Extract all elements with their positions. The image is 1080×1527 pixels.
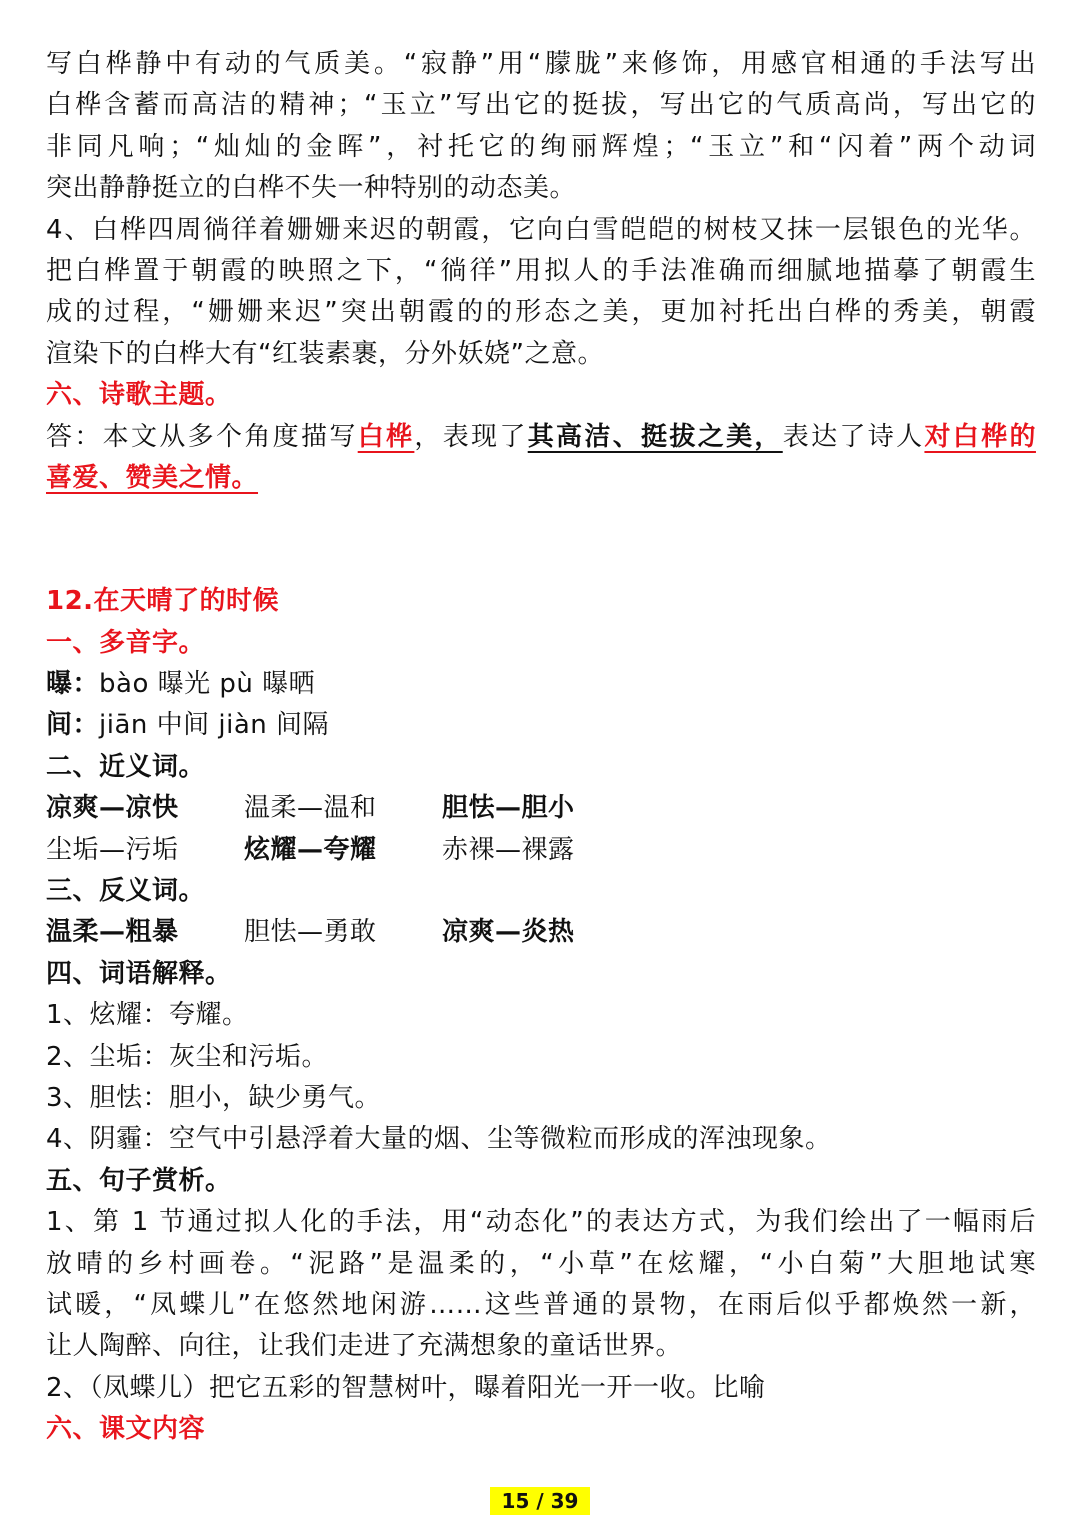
analysis-line: 试暖，“凤蝶儿”在悠然地闲游……这些普通的景物，在雨后似乎都焕然一新， — [46, 1289, 1036, 1320]
antonym-pair: 温柔—粗暴 — [46, 917, 179, 948]
antonym-pair: 凉爽—炎热 — [442, 917, 575, 948]
polyphone-row — [46, 664, 1036, 705]
polyphone-readings: bào 曝光 pù 曝晒 — [99, 669, 316, 700]
paragraph-line: 非同凡响；“灿灿的金晖”，衬托它的绚丽辉煌；“玉立”和“闪着”两个动词 — [46, 131, 1036, 162]
polyphone-char: 曝： — [46, 669, 100, 700]
answer-emotion-1: 对白桦的 — [924, 421, 1036, 452]
page-number: 15 / 39 — [490, 1487, 591, 1515]
point4-line: 把白桦置于朝霞的映照之下，“徜徉”用拟人的手法准确而细腻地描摹了朝霞生 — [46, 255, 1036, 286]
answer-subject: 白桦 — [357, 421, 415, 452]
synonym-pair: 炫耀—夸耀 — [244, 834, 377, 865]
theme-answer-line2 — [46, 458, 1036, 499]
definition-item: 3、胆怯：胆小，缺少勇气。 — [46, 1082, 382, 1113]
section-heading: 三、反义词。 — [46, 876, 206, 907]
synonym-pair: 温柔—温和 — [244, 793, 377, 824]
point4-line: 4、白桦四周徜徉着姗姗来迟的朝霞，它向白雪皑皑的树枝又抹一层银色的光华。 — [46, 214, 1036, 245]
paragraph-line: 写白桦静中有动的气质美。“寂静”用“朦胧”来修饰，用感官相通的手法写出 — [46, 49, 1036, 79]
analysis-line: 让人陶醉、向往，让我们走进了充满想象的童话世界。 — [46, 1331, 683, 1362]
section-heading: 一、多音字。 — [46, 627, 206, 658]
definition-item: 1、炫耀：夸耀。 — [46, 1000, 249, 1031]
spacer — [46, 499, 1036, 581]
point4-line: 渲染下的白桦大有“红装素裹，分外妖娆”之意。 — [46, 338, 604, 369]
lesson-title: 12.在天晴了的时候 — [46, 586, 280, 617]
point4-line: 成的过程，“姗姗来迟”突出朝霞的的形态之美，更加衬托出白桦的秀美，朝霞 — [46, 297, 1036, 328]
antonym-row — [46, 912, 1036, 953]
synonym-pair: 凉爽—凉快 — [46, 793, 179, 824]
synonym-pair: 赤裸—裸露 — [442, 834, 575, 865]
synonym-row — [46, 830, 1036, 871]
theme-heading: 六、诗歌主题。 — [46, 380, 232, 411]
answer-emotion-2: 喜爱、赞美之情。 — [46, 462, 259, 493]
analysis-line: 放晴的乡村画卷。“泥路”是温柔的，“小草”在炫耀，“小白菊”大胆地试寒 — [46, 1248, 1036, 1279]
page-footer — [0, 1487, 1080, 1515]
answer-beauty: 其高洁、挺拔之美， — [527, 421, 783, 452]
section-heading: 二、近义词。 — [46, 751, 206, 782]
document-page — [46, 44, 1036, 1451]
synonym-pair: 胆怯—胆小 — [442, 793, 575, 824]
answer-mid1: ，表现了 — [414, 421, 528, 452]
analysis-line: 1、第 1 节通过拟人化的手法，用“动态化”的表达方式，为我们绘出了一幅雨后 — [46, 1207, 1036, 1238]
polyphone-char: 间： — [46, 710, 100, 741]
answer-mid2: 表达了诗人 — [782, 421, 925, 452]
synonym-pair: 尘垢—污垢 — [46, 834, 179, 865]
synonym-row — [46, 788, 1036, 829]
polyphone-row — [46, 705, 1036, 746]
theme-answer-line1 — [46, 417, 1036, 458]
definition-item: 4、阴霾：空气中引悬浮着大量的烟、尘等微粒而形成的浑浊现象。 — [46, 1124, 832, 1155]
antonym-pair: 胆怯—勇敢 — [244, 917, 377, 948]
section-heading: 四、词语解释。 — [46, 958, 232, 989]
answer-prefix: 答：本文从多个角度描写 — [46, 421, 358, 452]
polyphone-readings: jiān 中间 jiàn 间隔 — [99, 710, 330, 741]
section-heading: 六、课文内容 — [46, 1414, 206, 1445]
paragraph-line: 突出静静挺立的白桦不失一种特别的动态美。 — [46, 173, 577, 204]
section-heading: 五、句子赏析。 — [46, 1165, 232, 1196]
paragraph-line: 白桦含蓄而高洁的精神；“玉立”写出它的挺拔，写出它的气质高尚，写出它的 — [46, 90, 1036, 121]
definition-item: 2、尘垢：灰尘和污垢。 — [46, 1041, 329, 1072]
analysis-line: 2、（凤蝶儿）把它五彩的智慧树叶，曝着阳光一开一收。比喻 — [46, 1372, 766, 1403]
